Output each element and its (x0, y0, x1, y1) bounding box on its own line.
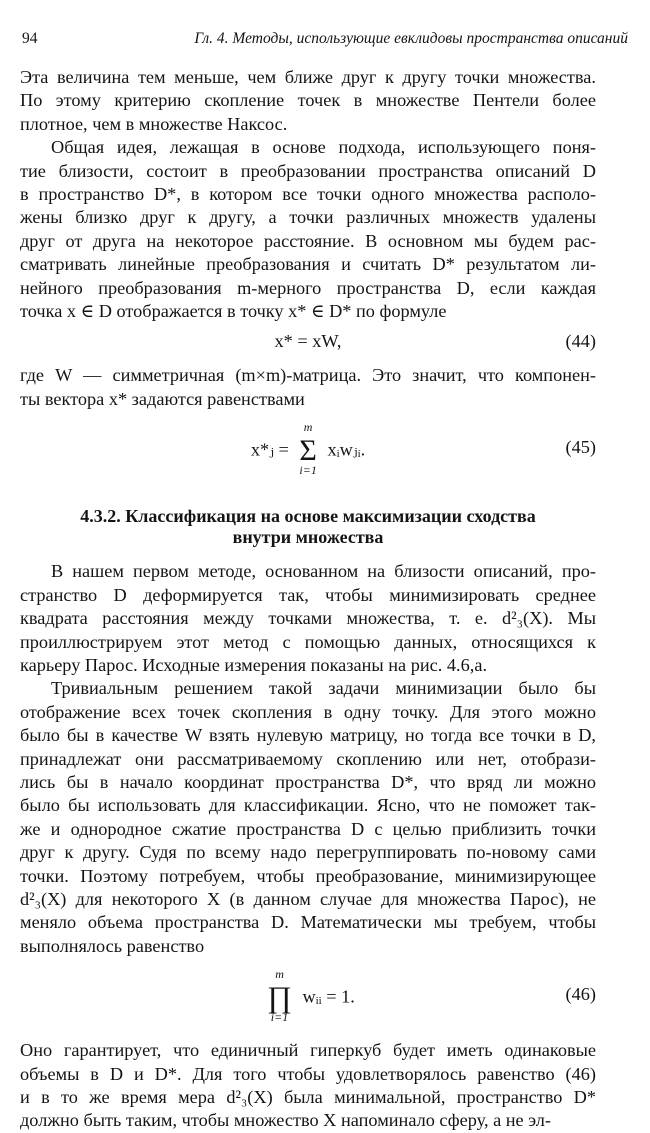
section-heading-line-2: внутри множества (232, 527, 384, 548)
text-line: Эта величина тем меньше, чем ближе друг к другу точки множества. (20, 67, 596, 87)
text-line: и в то же время мера d²₃(X) была минимальной, пространство D* (20, 1087, 596, 1107)
text-line: квадрата расстояния между точками множества, т. е. d²₃(X). Мы (20, 608, 596, 629)
text-line: жены близко друг к другу, а точки различных множеств удалены (20, 207, 596, 228)
equation-46-expression (20, 967, 596, 1025)
text-line: принадлежат они рассматриваемому скоплению или нет, отобрази- (20, 748, 596, 769)
equation-44 (20, 326, 596, 360)
running-title: Гл. 4. Методы, использующие евклидовы пространства описаний (194, 30, 628, 47)
section-heading (20, 506, 596, 548)
product-sign: ∏ (267, 981, 292, 1015)
equation-45-lhs: x*ⱼ = (250, 439, 289, 460)
text-line: меняло объема пространства D. Математически мы требуем, чтобы (20, 912, 596, 933)
text-line: друг от друга на некоторое расстояние. В основном мы будем рас- (20, 230, 596, 251)
text-line: в пространство D*, в котором все точки одного множества располо- (20, 184, 596, 205)
sum-lower-limit: i=1 (299, 463, 317, 478)
equation-45-rhs: xᵢwⱼᵢ. (327, 439, 366, 460)
equation-46-number: (46) (565, 984, 596, 1005)
text-line: должно быть таким, чтобы множество X напоминало сферу, а не эл- (20, 1110, 551, 1131)
text-line: нейного преобразования m-мерного пространства D, если каждая (20, 277, 596, 298)
page-body (20, 66, 596, 1133)
text-line: друг к другу. Судя по всему надо перегруппировать по-новому сами (20, 842, 596, 863)
equation-44-expression: x* = xW, (274, 331, 342, 352)
text-line: отображение всех точек скопления в одну точку. Для этого можно (20, 701, 596, 722)
text-line: проиллюстрируем этот метод с помощью данных, относящихся к (20, 631, 596, 652)
equation-45-number: (45) (565, 437, 596, 458)
text-line: плотное, чем в множестве Наксос. (20, 113, 288, 134)
product-symbol (267, 967, 292, 1025)
sum-sign: Σ (299, 434, 317, 468)
text-line: ты вектора x* задаются равенствами (20, 388, 305, 409)
text-line: карьеру Парос. Исходные измерения показаны на рис. 4.6,а. (20, 654, 488, 675)
section-heading-line-1: 4.3.2. Классификация на основе максимизации сходства (80, 506, 536, 527)
product-lower-limit: i=1 (270, 1010, 289, 1025)
text-line: же и однородное сжатие пространства D с целью приблизить точки (20, 818, 596, 839)
text-line: объемы в D и D*. Для того чтобы удовлетворялось равенство (46) (20, 1063, 596, 1084)
paragraph-2 (20, 136, 596, 323)
text-line: В нашем первом методе, основанном на близости описаний, про- (51, 561, 596, 582)
sum-upper-limit: m (303, 420, 313, 435)
text-line: Общая идея, лежащая в основе подхода, использующего поня- (51, 137, 596, 158)
paragraph-4 (20, 560, 596, 677)
text-line: странство D деформируется так, чтобы минимизировать среднее (20, 584, 596, 605)
text-line: выполнялось равенство (20, 935, 205, 956)
summation-symbol (299, 420, 317, 478)
text-line: точки. Поэтому потребуем, чтобы преобразование, минимизирующее (20, 865, 596, 886)
equation-44-number: (44) (565, 331, 596, 352)
text-line: Оно гарантирует, что единичный гиперкуб будет иметь одинаковые (20, 1040, 596, 1061)
text-line: было бы в качестве W взять нулевую матрицу, но тогда все точки в D, (20, 725, 596, 746)
text-line: По этому критерию скопление точек в множестве Пентели более (20, 90, 596, 111)
text-line: Тривиальным решением такой задачи минимизации было бы (51, 678, 596, 699)
text-line: точка x ∈ D отображается в точку x* ∈ D* по формуле (20, 301, 447, 322)
product-upper-limit: m (275, 967, 284, 982)
paragraph-1 (20, 66, 596, 136)
text-line: тие близости, состоит в преобразовании пространства описаний D (20, 160, 596, 181)
text-line: d²₃(X) для некоторого X (в данном случае для множества Парос), не (20, 888, 596, 909)
text-line: лись бы в начало координат пространства D*, что вряд ли можно (20, 771, 596, 792)
text-line: сматривать линейные преобразования и считать D* результатом ли- (20, 254, 596, 275)
paragraph-5 (20, 677, 596, 958)
equation-45-expression (20, 420, 596, 478)
text-line: где W — симметричная (m×m)-матрица. Это значит, что компонен- (20, 365, 596, 386)
equation-46 (20, 961, 596, 1035)
equation-46-rhs: wᵢᵢ = 1. (302, 986, 355, 1007)
paragraph-6 (20, 1039, 596, 1133)
paragraph-3 (20, 364, 596, 411)
text-line: было бы использовать для классификации. Ясно, что не поможет так- (20, 795, 596, 816)
page-number: 94 (22, 30, 38, 47)
equation-45 (20, 414, 596, 488)
page-header (22, 30, 628, 56)
